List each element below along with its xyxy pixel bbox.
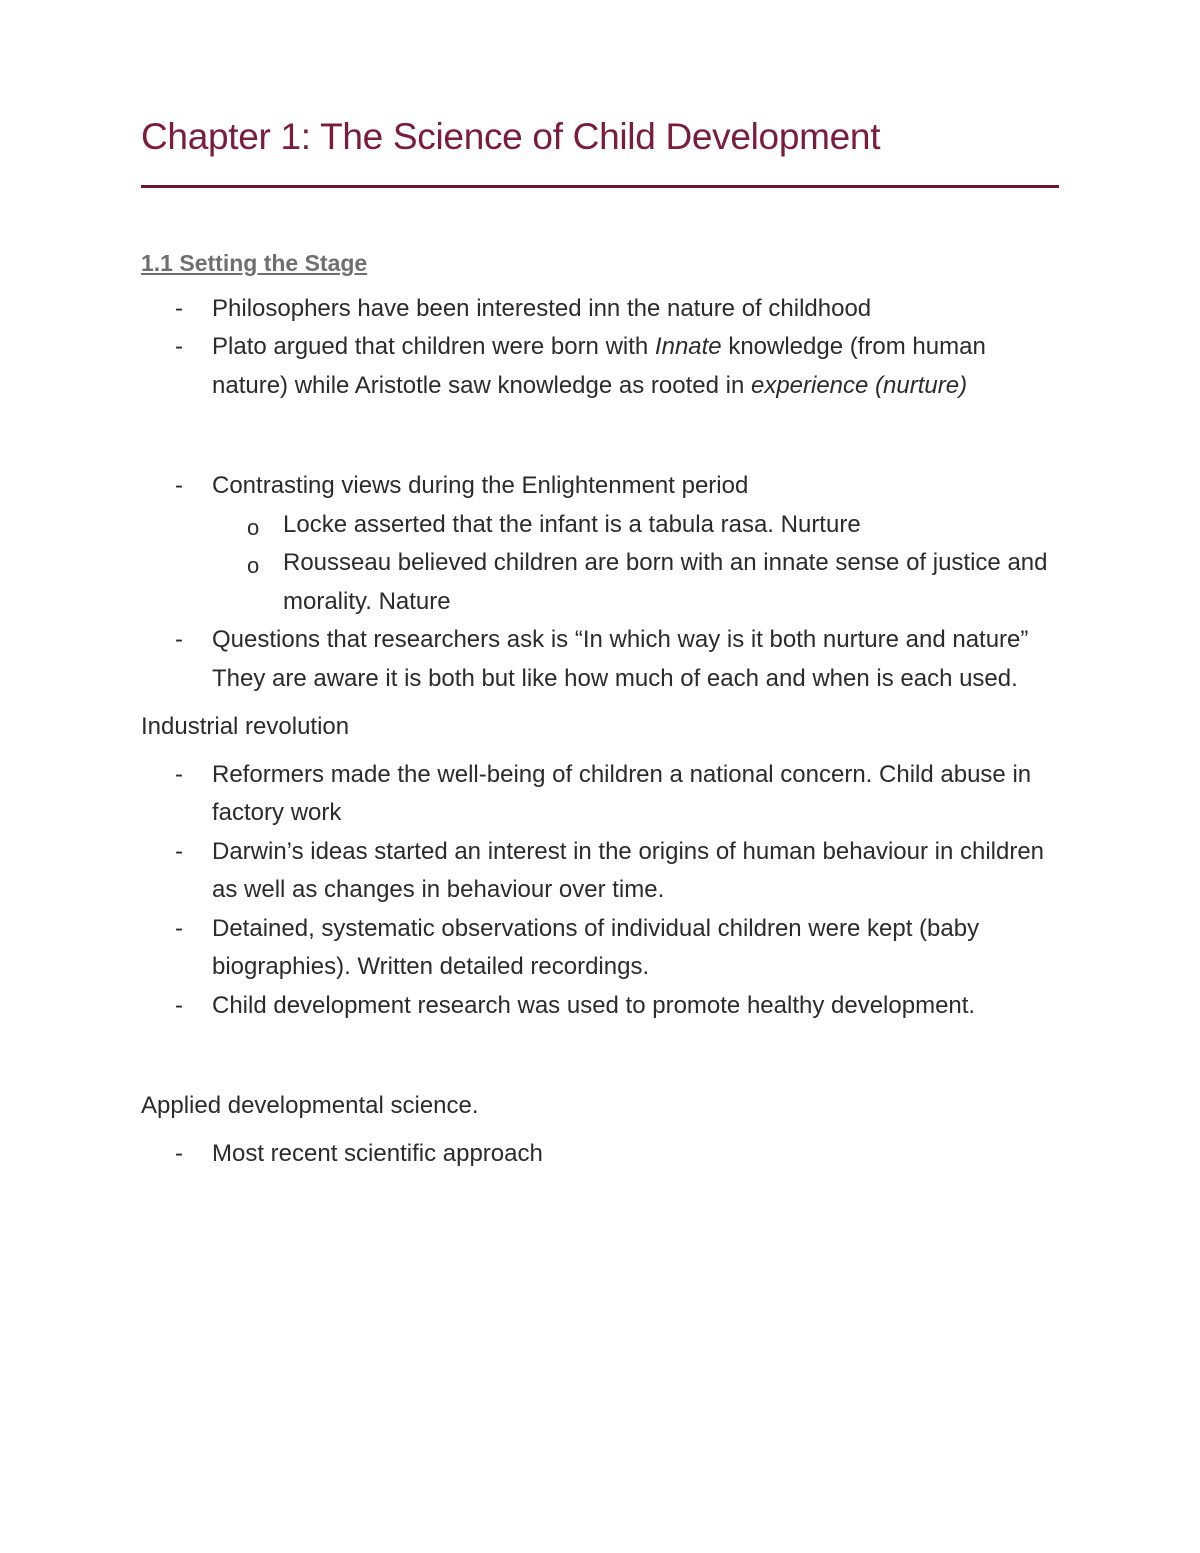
dash-bullet: -	[175, 472, 183, 499]
list-item-plato	[141, 328, 1061, 405]
dash-bullet: -	[175, 626, 183, 653]
title-underline-rule	[141, 185, 1059, 188]
section-heading-industrial-revolution: Industrial revolution	[141, 713, 350, 740]
setting-stage-list-b	[141, 467, 1061, 698]
plato-text-before: Plato argued that children were born with	[212, 333, 655, 360]
sublist-item-text: Locke asserted that the infant is a tabula rasa. Nurture	[283, 510, 861, 538]
dash-bullet: -	[175, 991, 183, 1019]
sublist-item	[212, 544, 1061, 621]
list-item	[141, 756, 1061, 833]
dash-bullet: -	[175, 914, 183, 942]
list-item-text: Child development research was used to promote healthy development.	[212, 991, 976, 1019]
sublist-item	[212, 506, 1061, 545]
enlightenment-sublist	[212, 506, 1061, 622]
circle-bullet: o	[247, 553, 260, 578]
circle-bullet: o	[247, 514, 260, 540]
page-title: Chapter 1: The Science of Child Development	[141, 116, 881, 157]
list-item-enlightenment	[141, 467, 1061, 621]
list-item	[141, 290, 1061, 329]
industrial-list	[141, 756, 1061, 1026]
list-item	[141, 910, 1061, 987]
list-item-text: Questions that researchers ask is “In which way is it both nurture and nature” They are aware it is both but like how much of each and when is each used.	[212, 626, 1029, 692]
dash-bullet: -	[175, 333, 183, 360]
list-item-text: Reformers made the well-being of children a national concern. Child abuse in factory work	[212, 760, 1032, 826]
list-item-text: Darwin’s ideas started an interest in the origins of human behaviour in children as well as changes in behaviour over time.	[212, 837, 1045, 903]
section-heading-setting-the-stage: 1.1 Setting the Stage	[141, 250, 368, 276]
plato-text-middle: knowledge (from human nature) while Aristotle saw knowledge as rooted in	[212, 333, 986, 399]
dash-bullet: -	[175, 760, 183, 788]
list-item	[141, 833, 1061, 910]
list-item-questions	[141, 621, 1061, 698]
list-item	[141, 987, 1061, 1026]
setting-stage-list-a	[141, 290, 1061, 406]
list-item-text: Philosophers have been interested inn the nature of childhood	[212, 294, 872, 322]
dash-bullet: -	[175, 1139, 183, 1167]
plato-experience-emphasis: experience (nurture)	[750, 371, 968, 399]
dash-bullet: -	[175, 294, 183, 322]
sublist-item-text: Rousseau believed children are born with an innate sense of justice and morality. Nature	[283, 549, 1048, 615]
applied-list	[141, 1135, 1061, 1174]
list-item	[141, 1135, 1061, 1174]
list-item-text: Most recent scientific approach	[212, 1139, 543, 1167]
section-heading-applied-developmental-science: Applied developmental science.	[141, 1092, 479, 1119]
plato-innate-emphasis: Innate	[654, 333, 722, 360]
list-item-text: Detained, systematic observations of individual children were kept (baby biographies). Written detailed recordings.	[212, 914, 980, 980]
list-item-text: Contrasting views during the Enlightenment period	[212, 472, 749, 499]
document-body	[141, 244, 1061, 1173]
dash-bullet: -	[175, 837, 183, 865]
